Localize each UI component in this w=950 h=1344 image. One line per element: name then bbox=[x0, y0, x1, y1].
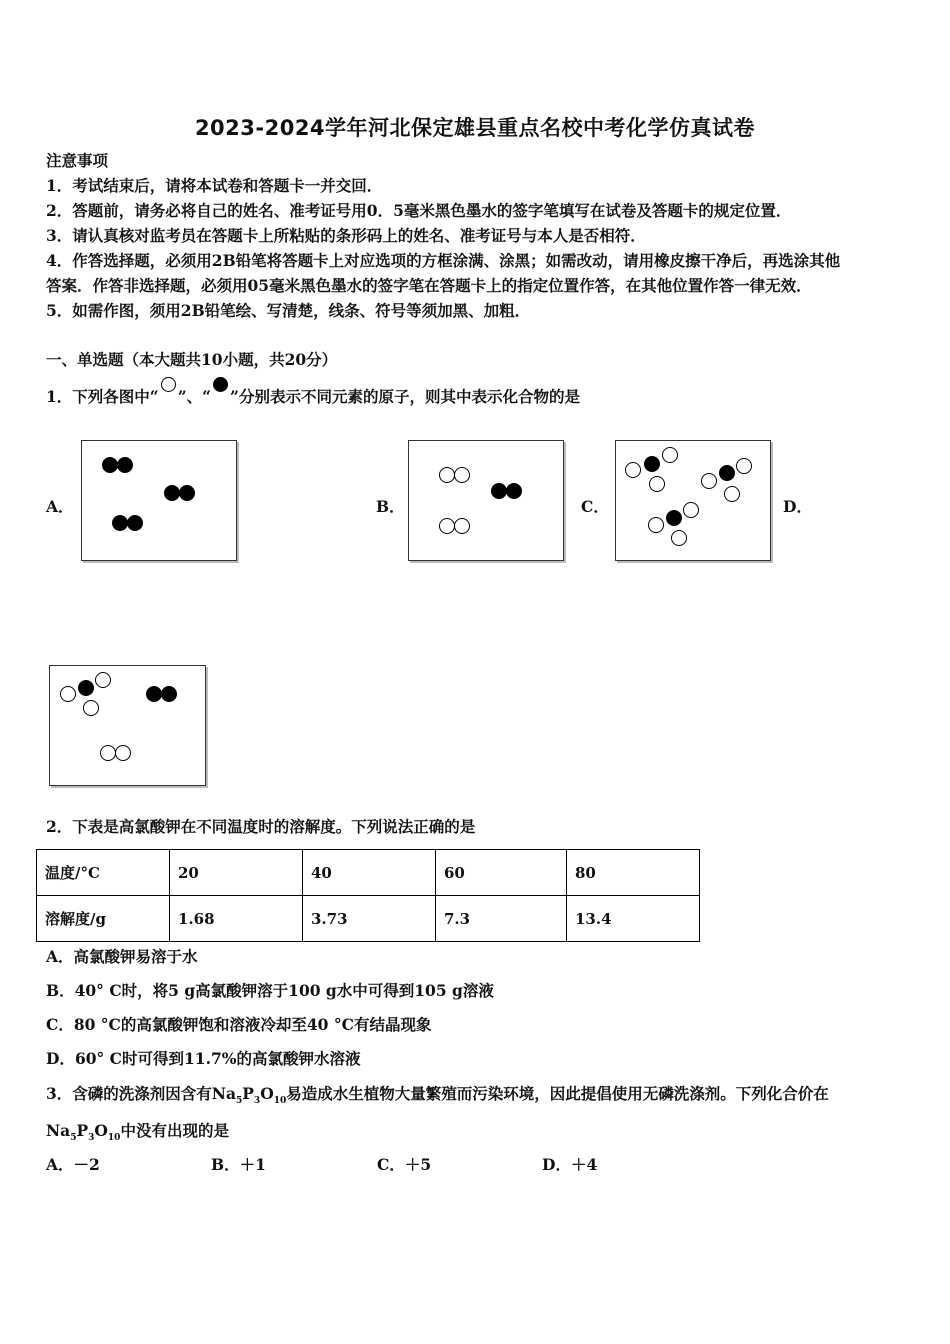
table-cell: 80 bbox=[567, 850, 700, 896]
black-atom-icon bbox=[506, 483, 522, 499]
white-atom-icon bbox=[736, 458, 752, 474]
question-1-stem bbox=[46, 387, 580, 407]
white-atom-icon bbox=[625, 462, 641, 478]
white-atom-icon bbox=[60, 686, 76, 702]
white-atom-icon bbox=[648, 517, 664, 533]
table-cell: 40 bbox=[303, 850, 436, 896]
table-cell: 7.3 bbox=[436, 896, 567, 942]
q2-option-c: C．80 °C的高氯酸钾饱和溶液冷却至40 °C有结晶现象 bbox=[46, 1015, 432, 1034]
black-atom-icon bbox=[491, 483, 507, 499]
black-atom-icon bbox=[78, 680, 94, 696]
notice-item: 2．答题前，请务必将自己的姓名、准考证号用0．5毫米黑色墨水的签字笔填写在试卷及答题卡的规定位置． bbox=[46, 201, 792, 220]
q2-option-d: D．60° C时可得到11.7%的高氯酸钾水溶液 bbox=[46, 1049, 361, 1068]
table-cell: 温度/°C bbox=[37, 850, 170, 896]
white-atom-icon bbox=[439, 467, 455, 483]
table-cell: 1.68 bbox=[170, 896, 303, 942]
white-atom-icon bbox=[83, 700, 99, 716]
diagram-a bbox=[81, 440, 237, 561]
white-atom-icon bbox=[683, 502, 699, 518]
q1-mid: ”、“ bbox=[177, 387, 212, 406]
q1-label-d: D． bbox=[783, 497, 812, 516]
q3-text: 易造成水生植物大量繁殖而污染环境，因此提倡使用无磷洗涤剂。下列化合价在 bbox=[286, 1084, 829, 1103]
solubility-table bbox=[36, 849, 700, 942]
black-atom-icon bbox=[213, 377, 228, 392]
notice-item: 3．请认真核对监考员在答题卡上所粘贴的条形码上的姓名、准考证号与本人是否相符． bbox=[46, 226, 646, 245]
diagram-b bbox=[408, 440, 564, 561]
table-row bbox=[37, 850, 700, 896]
table-row bbox=[37, 896, 700, 942]
white-atom-icon bbox=[161, 377, 176, 392]
white-atom-icon bbox=[115, 745, 131, 761]
black-atom-icon bbox=[127, 515, 143, 531]
q1-prefix: 1．下列各图中“ bbox=[46, 387, 159, 406]
q3-text: 中没有出现的是 bbox=[120, 1121, 229, 1140]
notice-item: 1．考试结束后，请将本试卷和答题卡一并交回． bbox=[46, 176, 383, 195]
q3-sub: 10 bbox=[273, 1096, 287, 1107]
notice-heading: 注意事项 bbox=[46, 151, 109, 170]
black-atom-icon bbox=[666, 510, 682, 526]
q3-option-d: D．＋4 bbox=[542, 1155, 598, 1174]
diagram-d bbox=[49, 665, 206, 786]
q2-option-b: B．40° C时，将5 g高氯酸钾溶于100 g水中可得到105 g溶液 bbox=[46, 981, 494, 1000]
white-atom-icon bbox=[454, 518, 470, 534]
q2-option-a: A．高氯酸钾易溶于水 bbox=[46, 947, 198, 966]
q3-sub: 5 bbox=[70, 1133, 77, 1144]
black-atom-icon bbox=[146, 686, 162, 702]
black-atom-icon bbox=[102, 457, 118, 473]
q1-suffix: ”分别表示不同元素的原子，则其中表示化合物的是 bbox=[230, 387, 580, 406]
table-cell: 60 bbox=[436, 850, 567, 896]
q3-option-a: A．－2 bbox=[46, 1155, 100, 1174]
q1-label-a: A． bbox=[46, 497, 74, 516]
black-atom-icon bbox=[164, 485, 180, 501]
notice-item: 5．如需作图，须用2B铅笔绘、写清楚，线条、符号等须加黑、加粗． bbox=[46, 301, 531, 320]
table-cell: 13.4 bbox=[567, 896, 700, 942]
white-atom-icon bbox=[454, 467, 470, 483]
white-atom-icon bbox=[662, 447, 678, 463]
notice-item: 答案．作答非选择题，必须用05毫米黑色墨水的签字笔在答题卡上的指定位置作答，在其他位置作答一律无效． bbox=[46, 276, 812, 295]
black-atom-icon bbox=[644, 456, 660, 472]
black-atom-icon bbox=[719, 465, 735, 481]
table-cell: 20 bbox=[170, 850, 303, 896]
white-atom-icon bbox=[439, 518, 455, 534]
q3-text: P bbox=[242, 1084, 254, 1103]
q3-text: Na bbox=[46, 1121, 71, 1140]
q1-label-b: B． bbox=[376, 497, 405, 516]
q3-option-b: B．＋1 bbox=[211, 1155, 266, 1174]
q3-text: O bbox=[260, 1084, 274, 1103]
white-atom-icon bbox=[100, 745, 116, 761]
q3-text: P bbox=[76, 1121, 89, 1140]
question-3-stem-line2 bbox=[46, 1121, 229, 1148]
q3-text: O bbox=[94, 1121, 108, 1140]
notice-item: 4．作答选择题，必须用2B铅笔将答题卡上对应选项的方框涂满、涂黑；如需改动，请用橡皮擦干净后，再选涂其他 bbox=[46, 251, 841, 270]
q3-sub: 3 bbox=[253, 1096, 261, 1107]
page-title: 2023-2024学年河北保定雄县重点名校中考化学仿真试卷 bbox=[194, 116, 756, 140]
q3-sub: 5 bbox=[236, 1096, 243, 1107]
question-3-stem bbox=[46, 1084, 829, 1111]
table-cell: 溶解度/g bbox=[37, 896, 170, 942]
black-atom-icon bbox=[161, 686, 177, 702]
q3-sub: 3 bbox=[88, 1133, 95, 1144]
white-atom-icon bbox=[671, 530, 687, 546]
white-atom-icon bbox=[701, 473, 717, 489]
q3-option-c: C．＋5 bbox=[377, 1155, 432, 1174]
black-atom-icon bbox=[117, 457, 133, 473]
section-heading: 一、单选题（本大题共10小题，共20分） bbox=[46, 350, 338, 369]
table-cell: 3.73 bbox=[303, 896, 436, 942]
q3-sub: 10 bbox=[107, 1133, 121, 1144]
black-atom-icon bbox=[112, 515, 128, 531]
question-2-stem: 2．下表是高氯酸钾在不同温度时的溶解度。下列说法正确的是 bbox=[46, 817, 476, 836]
q3-text: 3．含磷的洗涤剂因含有Na bbox=[46, 1084, 236, 1103]
q1-label-c: C． bbox=[581, 497, 609, 516]
white-atom-icon bbox=[95, 672, 111, 688]
white-atom-icon bbox=[724, 486, 740, 502]
diagram-c bbox=[615, 440, 771, 561]
white-atom-icon bbox=[649, 476, 665, 492]
black-atom-icon bbox=[179, 485, 195, 501]
